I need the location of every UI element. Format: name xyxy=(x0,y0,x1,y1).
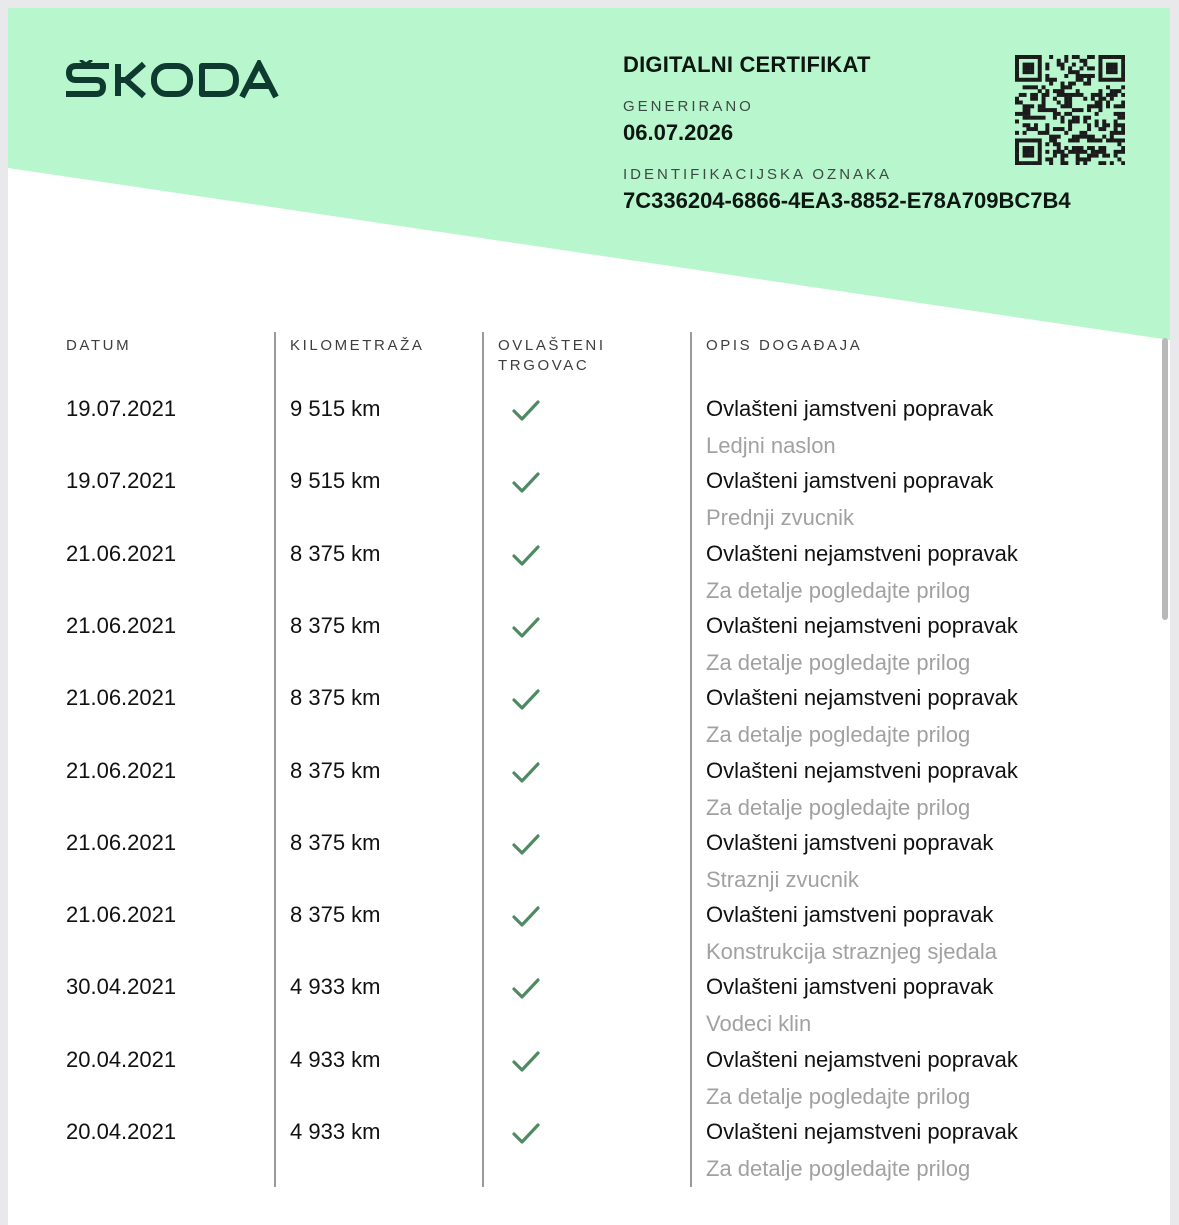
check-icon xyxy=(511,398,541,429)
table-row xyxy=(8,613,1170,685)
row-event-detail: Za detalje pogledajte prilog xyxy=(706,577,971,603)
row-event-detail: Za detalje pogledajte prilog xyxy=(706,1083,971,1109)
row-mileage: 8 375 km xyxy=(290,685,381,711)
skoda-logo-mark xyxy=(66,60,280,100)
table-row xyxy=(8,1047,1170,1119)
check-icon xyxy=(511,832,541,863)
table-row xyxy=(8,396,1170,468)
row-mileage: 4 933 km xyxy=(290,974,381,1000)
row-event-title: Ovlašteni jamstveni popravak xyxy=(706,902,994,928)
table-row xyxy=(8,1119,1170,1191)
row-mileage: 8 375 km xyxy=(290,757,381,783)
check-icon xyxy=(511,760,541,791)
row-event-title: Ovlašteni nejamstveni popravak xyxy=(706,612,1018,638)
table-row xyxy=(8,974,1170,1046)
row-mileage: 8 375 km xyxy=(290,902,381,928)
row-event-title: Ovlašteni nejamstveni popravak xyxy=(706,1046,1018,1072)
row-event-detail: Prednji zvucnik xyxy=(706,505,854,531)
row-date: 21.06.2021 xyxy=(66,829,177,855)
row-mileage: 8 375 km xyxy=(290,612,381,638)
check-icon xyxy=(511,543,541,574)
row-event-title: Ovlašteni jamstveni popravak xyxy=(706,396,994,421)
check-icon xyxy=(511,687,541,718)
check-icon xyxy=(511,1049,541,1080)
row-event-detail: Za detalje pogledajte prilog xyxy=(706,722,971,748)
check-icon xyxy=(511,1121,541,1152)
row-date: 21.06.2021 xyxy=(66,757,177,783)
header-background xyxy=(8,8,1170,348)
scrollbar[interactable] xyxy=(1162,338,1168,620)
row-event-detail: Za detalje pogledajte prilog xyxy=(706,1156,971,1181)
check-icon xyxy=(511,976,541,1007)
header-description: OPIS DOGAĐAJA xyxy=(706,337,863,354)
row-date: 21.06.2021 xyxy=(66,540,177,566)
row-mileage: 4 933 km xyxy=(290,1046,381,1072)
row-mileage: 4 933 km xyxy=(290,1119,381,1144)
table-row xyxy=(8,541,1170,613)
header-dealer-line2: TRGOVAC xyxy=(498,357,590,374)
certificate-card xyxy=(8,8,1170,1225)
qr-code-graphic xyxy=(1015,55,1125,165)
row-date: 21.06.2021 xyxy=(66,612,177,638)
table-row xyxy=(8,468,1170,540)
row-event-detail: Straznji zvucnik xyxy=(706,866,859,892)
header-dealer xyxy=(498,336,606,376)
row-event-detail: Za detalje pogledajte prilog xyxy=(706,649,971,675)
row-date: 20.04.2021 xyxy=(66,1046,177,1072)
row-event-title: Ovlašteni nejamstveni popravak xyxy=(706,540,1018,566)
row-mileage: 9 515 km xyxy=(290,468,381,494)
table-row xyxy=(8,685,1170,757)
table-row xyxy=(8,902,1170,974)
row-mileage: 8 375 km xyxy=(290,540,381,566)
table-row xyxy=(8,830,1170,902)
check-icon xyxy=(511,904,541,935)
row-mileage: 9 515 km xyxy=(290,396,381,421)
table-row xyxy=(8,758,1170,830)
row-event-detail: Za detalje pogledajte prilog xyxy=(706,794,971,820)
header-mileage: KILOMETRAŽA xyxy=(290,337,425,354)
generated-label: GENERIRANO xyxy=(623,98,754,115)
check-icon xyxy=(511,615,541,646)
identification-label: IDENTIFIKACIJSKA OZNAKA xyxy=(623,166,893,183)
row-event-detail: Konstrukcija straznjeg sjedala xyxy=(706,939,998,965)
row-event-detail: Vodeci klin xyxy=(706,1011,812,1037)
row-event-title: Ovlašteni nejamstveni popravak xyxy=(706,1119,1018,1144)
row-event-title: Ovlašteni nejamstveni popravak xyxy=(706,685,1018,711)
row-event-title: Ovlašteni nejamstveni popravak xyxy=(706,757,1018,783)
header-dealer-line1: OVLAŠTENI xyxy=(498,337,606,354)
row-date: 30.04.2021 xyxy=(66,974,177,1000)
identification-code: 7C336204-6866-4EA3-8852-E78A709BC7B4 xyxy=(623,188,1071,213)
row-date: 21.06.2021 xyxy=(66,685,177,711)
row-mileage: 8 375 km xyxy=(290,829,381,855)
row-event-title: Ovlašteni jamstveni popravak xyxy=(706,829,994,855)
row-event-title: Ovlašteni jamstveni popravak xyxy=(706,974,994,1000)
header-date: DATUM xyxy=(66,337,132,354)
row-date: 19.07.2021 xyxy=(66,468,177,494)
row-event-title: Ovlašteni jamstveni popravak xyxy=(706,468,994,494)
certificate-title: DIGITALNI CERTIFIKAT xyxy=(623,52,871,77)
row-date: 20.04.2021 xyxy=(66,1119,177,1144)
check-icon xyxy=(511,470,541,501)
certificate-header xyxy=(8,8,1170,348)
row-date: 19.07.2021 xyxy=(66,396,177,421)
generated-date: 06.07.2026 xyxy=(623,120,734,145)
row-date: 21.06.2021 xyxy=(66,902,177,928)
row-event-detail: Ledjni naslon xyxy=(706,433,836,458)
